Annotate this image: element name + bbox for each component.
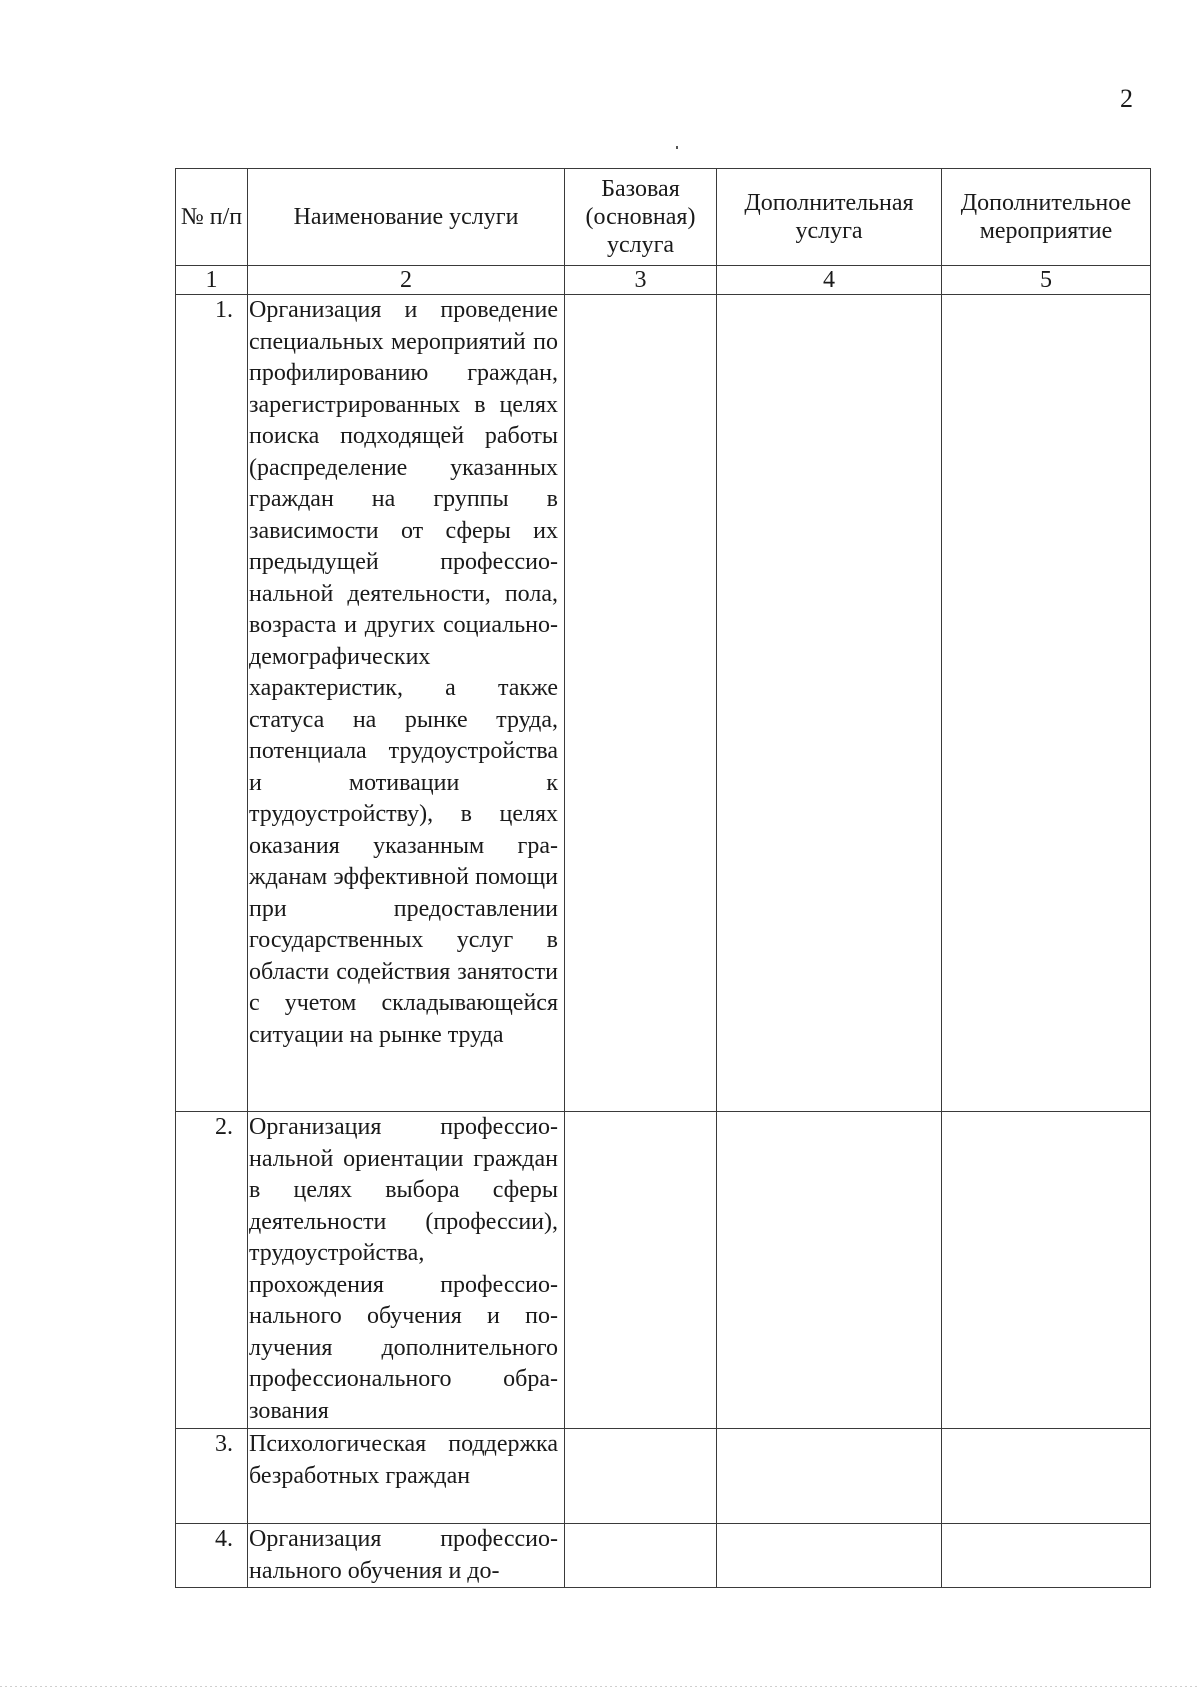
- column-number: 2: [248, 266, 565, 295]
- column-number: 3: [565, 266, 717, 295]
- additional-service-cell: [717, 1429, 942, 1524]
- row-number: 2.: [176, 1112, 248, 1429]
- additional-service-cell: [717, 1524, 942, 1588]
- additional-event-cell: [942, 1429, 1151, 1524]
- additional-event-cell: [942, 1112, 1151, 1429]
- basic-service-cell: [565, 1112, 717, 1429]
- additional-service-cell: [717, 295, 942, 1112]
- service-name: Организация профессионального обучения и до-: [248, 1524, 565, 1588]
- table-row: [176, 1112, 1151, 1429]
- row-number: 3.: [176, 1429, 248, 1524]
- basic-service-cell: [565, 1429, 717, 1524]
- page-number: 2: [1120, 84, 1133, 113]
- services-table: [175, 168, 1151, 1588]
- table-row: [176, 1524, 1151, 1588]
- scan-speck: [676, 146, 678, 149]
- basic-service-cell: [565, 295, 717, 1112]
- service-name: Психологическая поддержка безработных граждан: [248, 1429, 565, 1524]
- header-basic-service: Базовая (основная) услуга: [565, 169, 717, 266]
- header-additional-event: Дополнительное мероприятие: [942, 169, 1151, 266]
- service-name: Организация и проведение специальных мероприятий по профилированию граждан, зарегистрированных в целях поиска подходящей работы (распределение указанных граждан на группы в зависимости от сферы их предыдущей профессиональной деятельности, пола, возраста и других социально-демографических характеристик, а также статуса на рынке труда, потенциала трудоустройства и мотивации к трудоустройству), в целях оказания указанным гражданам эффективной помощи при предоставлении государственных услуг в области содействия занятости с учетом складывающейся ситуации на рынке труда: [248, 295, 565, 1112]
- additional-event-cell: [942, 295, 1151, 1112]
- header-additional-service: Дополнительная услуга: [717, 169, 942, 266]
- additional-event-cell: [942, 1524, 1151, 1588]
- column-number: 4: [717, 266, 942, 295]
- basic-service-cell: [565, 1524, 717, 1588]
- header-service-name: Наименование услуги: [248, 169, 565, 266]
- table-row: [176, 1429, 1151, 1524]
- additional-service-cell: [717, 1112, 942, 1429]
- table-header-row: [176, 169, 1151, 266]
- column-number: 1: [176, 266, 248, 295]
- service-name: Организация профессиональной ориентации граждан в целях выбора сферы деятельности (профессии), трудоустройства, прохождения профессионального обучения и получения дополнительного профессионального образования: [248, 1112, 565, 1429]
- scan-edge-noise: [0, 1686, 1200, 1687]
- column-number-row: [176, 266, 1151, 295]
- row-number: 4.: [176, 1524, 248, 1588]
- column-number: 5: [942, 266, 1151, 295]
- table-row: [176, 295, 1151, 1112]
- row-number: 1.: [176, 295, 248, 1112]
- header-number: № п/п: [176, 169, 248, 266]
